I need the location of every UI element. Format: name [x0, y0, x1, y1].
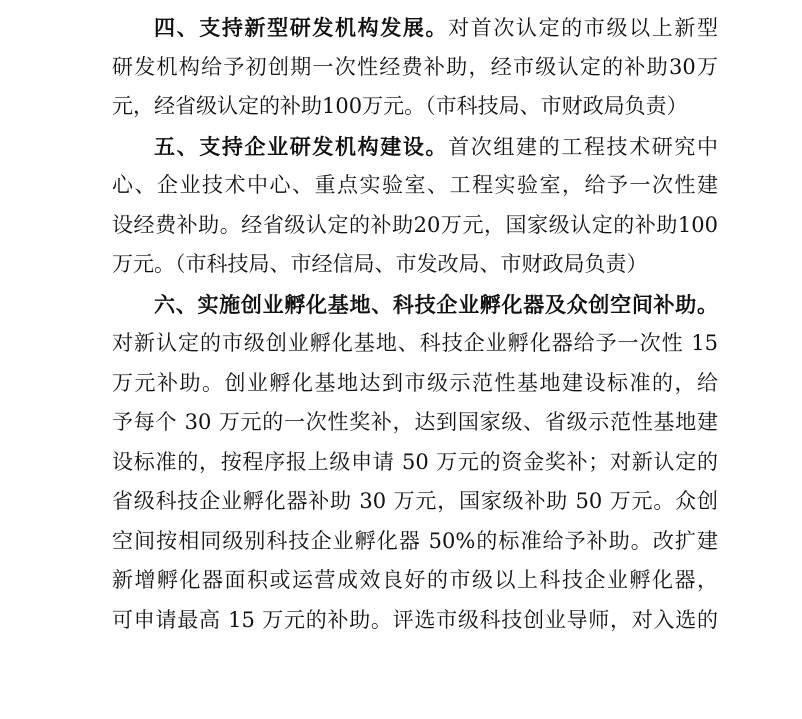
paragraph-4-heading: 四、支持新型研发机构发展。 — [154, 15, 449, 40]
paragraph-6-line-7: 空间按相同级别科技企业孵化器 50%的标准给予补助。改扩建 — [112, 528, 718, 553]
paragraph-5-line-4: 万元。（市科技局、市经信局、市发改局、市财政局负责） — [112, 252, 648, 276]
paragraph-6-heading: 六、实施创业孵化基地、科技企业孵化器及众创空间补助。 — [154, 291, 718, 317]
paragraph-6-line-2: 对新认定的市级创业孵化基地、科技企业孵化器给予一次性 15 — [112, 331, 718, 355]
paragraph-6-line-5: 设标准的，按程序报上级申请 50 万元的资金奖补；对新认定的 — [112, 449, 718, 474]
paragraph-5-line-1 — [112, 127, 718, 167]
paragraph-6-line-9: 可申请最高 15 万元的补助。评选市级科技创业导师，对入选的 — [112, 607, 718, 632]
paragraph-4-line-3: 元，经省级认定的补助100万元。（市科技局、市财政局负责） — [112, 94, 688, 118]
paragraph-6-line-4: 予每个 30 万元的一次性奖补，达到国家级、省级示范性基地建 — [112, 410, 718, 434]
paragraph-6-line-8: 新增孵化器面积或运营成效良好的市级以上科技企业孵化器， — [112, 568, 718, 592]
paragraph-5-line-2: 心、企业技术中心、重点实验室、工程实验室，给予一次性建 — [112, 173, 718, 197]
paragraph-4-line-1 — [112, 8, 718, 48]
paragraph-6-line-6: 省级科技企业孵化器补助 30 万元，国家级补助 50 万元。众创 — [112, 489, 718, 513]
paragraph-4-line-2: 研发机构给予初创期一次性经费补助，经市级认定的补助30万 — [112, 54, 718, 79]
paragraph-6-line-1 — [112, 285, 718, 325]
paragraph-5-heading: 五、支持企业研发机构建设。 — [154, 133, 449, 159]
paragraph-5-text: 首次组建的工程技术研究中 — [448, 134, 718, 159]
paragraph-5-line-3: 设经费补助。经省级认定的补助20万元，国家级认定的补助100 — [112, 212, 718, 237]
paragraph-6-line-3: 万元补助。创业孵化基地达到市级示范性基地建设标准的，给 — [112, 370, 718, 395]
document-page — [112, 8, 718, 640]
paragraph-4-text: 对首次认定的市级以上新型 — [448, 16, 718, 40]
